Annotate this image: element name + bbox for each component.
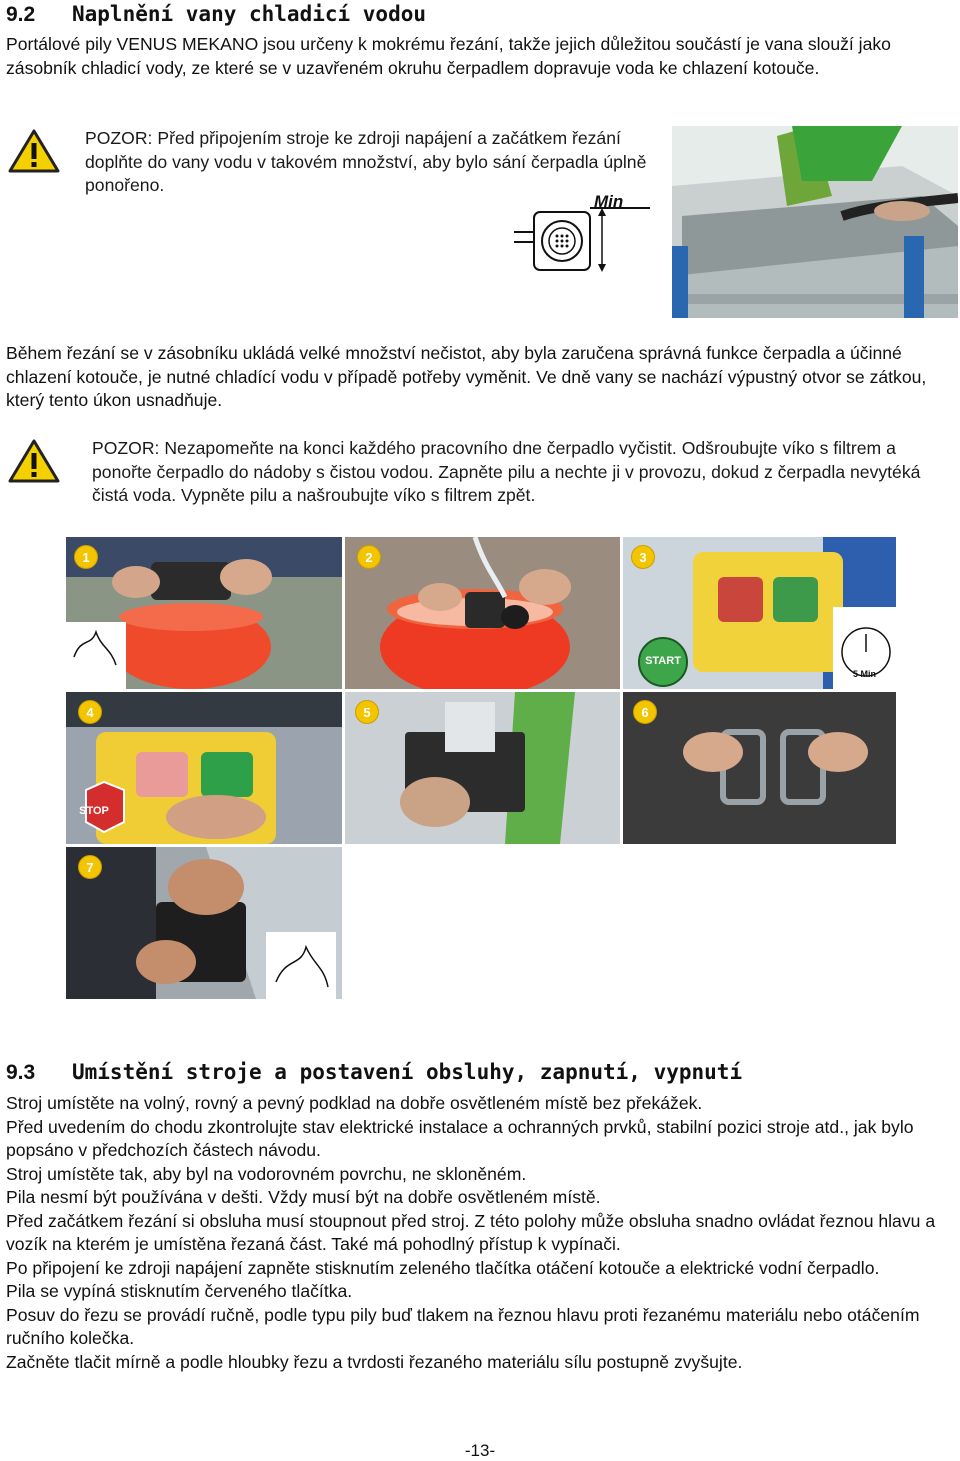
stop-sign-label: STOP (79, 805, 109, 817)
paragraph: Stroj umístěte na volný, rovný a pevný podklad na dobře osvětleném místě bez překážek. (6, 1093, 703, 1113)
step-badge: 1 (74, 545, 98, 569)
step-badge: 2 (357, 545, 381, 569)
section-9-3-heading (6, 1060, 742, 1085)
step-photo-6 (623, 692, 896, 844)
step-photo-1 (66, 537, 342, 689)
warning-1 (85, 127, 665, 198)
page-number: -13- (464, 1441, 496, 1460)
paragraph: Začněte tlačit mírně a podle hloubky řezu a tvrdosti řezaného materiálu sílu postupně zvyšujte. (6, 1351, 743, 1372)
paragraph: Pila se vypíná stisknutím červeného tlačítka. (6, 1281, 353, 1301)
paragraph: Před uvedením do chodu zkontrolujte stav elektrické instalace a ochranných prvků, stabilní pozici stroje atd., jak bylo popsáno v předchozích částech návodu. (6, 1116, 914, 1160)
warning-2 (92, 437, 948, 508)
intro-paragraph: Portálové pily VENUS MEKANO jsou určeny k mokrému řezání, takže jejich důležitou součástí je vana slouží jako zásobník chladicí vody, ze které se v uzavřeném okruhu čerpadlem dopravuje voda ke chlazení kotouče. (6, 34, 891, 78)
paragraph: Posuv do řezu se provádí ručně, podle typu pily buď tlakem na řeznou hlavu proti řezanému materiálu nebo otáčením ručního kolečka. (6, 1304, 920, 1348)
pump-min-level-diagram (510, 190, 660, 280)
step-badge: 5 (355, 700, 379, 724)
warning-text: Před připojením stroje ke zdroji napájení a začátkem řezání doplňte do vany vodu v takovém množství, aby bylo sání čerpadla úplně ponořeno. (85, 128, 647, 195)
step-photo-2 (345, 537, 620, 689)
warning-triangle-icon (8, 438, 60, 484)
warning-label: POZOR: (85, 128, 153, 148)
timer-label: 5 Min (853, 669, 877, 679)
step-photo-5 (345, 692, 620, 844)
paragraph: Po připojení ke zdroji napájení zapněte stisknutím zeleného tlačítka otáčení kotouče a elektrické vodní čerpadlo. (6, 1257, 880, 1278)
step-photo-4 (66, 692, 342, 844)
warning-triangle-icon (8, 128, 60, 174)
machine-tank-photo (672, 126, 958, 318)
maintenance-paragraph: Během řezání se v zásobníku ukládá velké množství nečistot, aby byla zaručena správná funkce čerpadla a účinné chlazení kotouče, je nutné chladící vodu v případě potřeby vyměnit. Ve dně vany se nachází výpustný otvor se zátkou, který tento úkon usnadňuje. (6, 343, 927, 410)
step-badge: 6 (633, 700, 657, 724)
min-label: Min (594, 192, 624, 211)
warning-text: Nezapomeňte na konci každého pracovního dne čerpadlo vyčistit. Odšroubujte víko s filtrem a ponořte čerpadlo do nádoby s čistou vodou. Zapněte pilu a nechte ji v provozu, dokud z čerpadla nevytéká čistá voda. Vypněte pilu a našroubujte víko s filtrem zpět. (92, 438, 921, 505)
section-number: 9.3 (6, 1061, 36, 1084)
step-badge: 4 (78, 700, 102, 724)
start-button-label: START (645, 655, 681, 667)
section-9-2-heading (6, 2, 426, 27)
section-title: Umístění stroje a postavení obsluhy, zapnutí, vypnutí (72, 1060, 743, 1084)
step-badge: 7 (78, 855, 102, 879)
paragraph: Pila nesmí být používána v dešti. Vždy musí být na dobře osvětleném místě. (6, 1187, 601, 1207)
warning-label: POZOR: (92, 438, 160, 458)
paragraph: Před začátkem řezání si obsluha musí stoupnout před stroj. Z této polohy může obsluha snadno ovládat řeznou hlavu a vozík na kterém je umístěna řezaná část. Také má pohodlný přístup k vypínači. (6, 1210, 936, 1254)
step-photo-3 (623, 537, 896, 689)
paragraph: Stroj umístěte tak, aby byl na vodorovném povrchu, ne skloněném. (6, 1163, 527, 1184)
step-badge: 3 (631, 545, 655, 569)
step-photo-7 (66, 847, 342, 999)
section-9-3-body (6, 1092, 950, 1374)
section-number: 9.2 (6, 3, 36, 26)
section-title: Naplnění vany chladicí vodou (72, 2, 427, 26)
